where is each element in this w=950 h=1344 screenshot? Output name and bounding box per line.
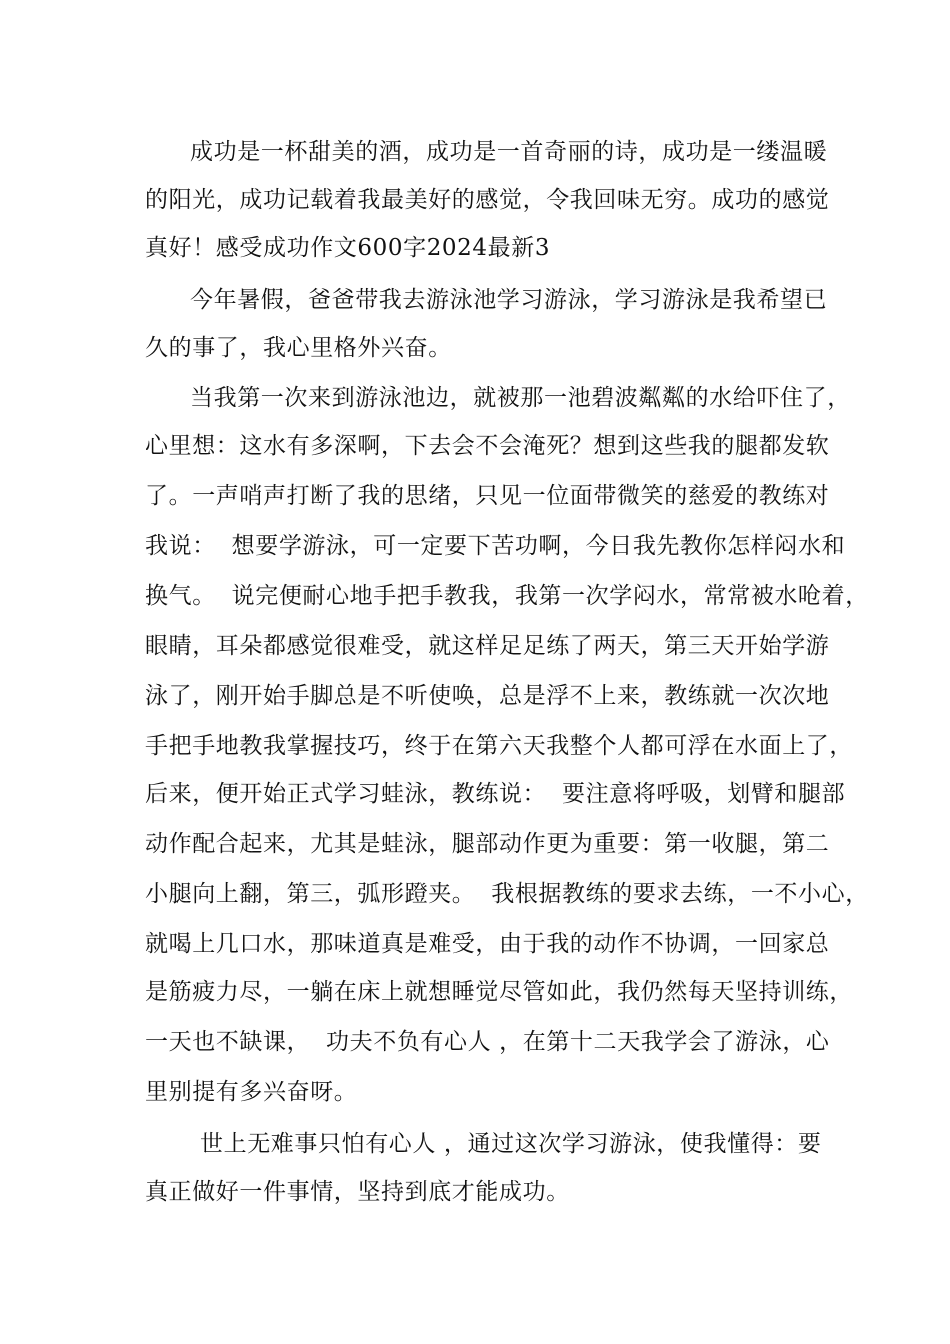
paragraph-3-line-13: 是筋疲力尽，一躺在床上就想睡觉尽管如此，我仍然每天坚持训练， — [145, 979, 853, 1005]
paragraph-3-line-6: 眼睛，耳朵都感觉很难受，就这样足足练了两天，第三天开始学游 — [145, 633, 830, 659]
paragraph-3-line-10: 动作配合起来，尤其是蛙泳，腿部动作更为重要：第一收腿，第二 — [145, 831, 830, 857]
paragraph-3-line-4: 我说： 想要学游泳，可一定要下苦功啊，今日我先教你怎样闷水和 — [145, 533, 846, 559]
paragraph-4-line-1: 世上无难事只怕有心人 ，通过这次学习游泳，使我懂得：要 — [200, 1131, 822, 1157]
paragraph-3-line-15: 里别提有多兴奋呀。 — [145, 1079, 358, 1105]
paragraph-1-line-2: 的阳光，成功记载着我最美好的感觉，令我回味无穷。成功的感觉 — [145, 187, 830, 213]
paragraph-3-line-3: 了。一声哨声打断了我的思绪，只见一位面带微笑的慈爱的教练对 — [145, 483, 830, 509]
paragraph-3-line-8: 手把手地教我掌握技巧，终于在第六天我整个人都可浮在水面上了， — [145, 733, 853, 759]
paragraph-3-line-12: 就喝上几口水，那味道真是难受，由于我的动作不协调，一回家总 — [145, 931, 830, 957]
paragraph-1-line-1: 成功是一杯甜美的酒，成功是一首奇丽的诗，成功是一缕温暖 — [190, 139, 828, 165]
paragraph-2-line-1: 今年暑假，爸爸带我去游泳池学习游泳，学习游泳是我希望已 — [190, 287, 828, 313]
paragraph-3-line-14: 一天也不缺课， 功夫不负有心人 ，在第十二天我学会了游泳，心 — [145, 1029, 830, 1055]
paragraph-1-line-3: 真好！感受成功作文600字2024最新3 — [145, 235, 551, 261]
paragraph-4-line-2: 真正做好一件事情，坚持到底才能成功。 — [145, 1179, 570, 1205]
paragraph-3-line-1: 当我第一次来到游泳池边，就被那一池碧波粼粼的水给吓住了， — [190, 385, 851, 411]
paragraph-3-line-7: 泳了，刚开始手脚总是不听使唤，总是浮不上来，教练就一次次地 — [145, 683, 830, 709]
paragraph-3-line-9: 后来，便开始正式学习蛙泳，教练说： 要注意将呼吸，划臂和腿部 — [145, 781, 846, 807]
paragraph-3-line-5: 换气。 说完便耐心地手把手教我，我第一次学闷水，常常被水呛着， — [145, 583, 869, 609]
paragraph-3-line-2: 心里想：这水有多深啊，下去会不会淹死？想到这些我的腿都发软 — [145, 433, 830, 459]
paragraph-2-line-2: 久的事了，我心里格外兴奋。 — [145, 335, 452, 361]
paragraph-3-line-11: 小腿向上翻，第三，弧形蹬夹。 我根据教练的要求去练，一不小心， — [145, 881, 869, 907]
